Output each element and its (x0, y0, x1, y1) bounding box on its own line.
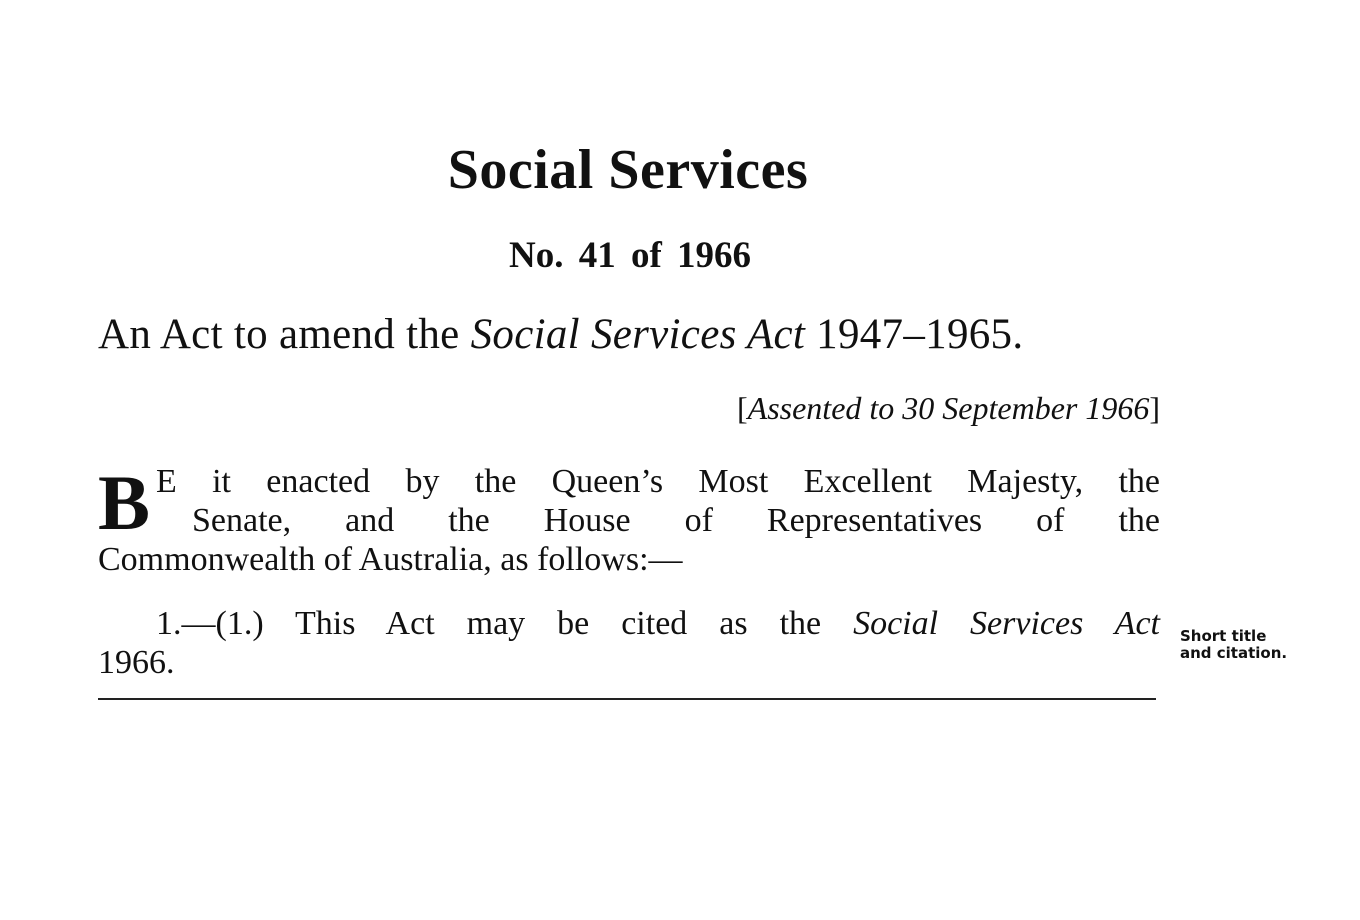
enacting-line-1: E it enacted by the Queen’s Most Excellent Majesty, the (156, 463, 1160, 500)
act-number: No. 41 of 1966 (508, 235, 752, 276)
enacting-line-3: Commonwealth of Australia, as follows:— (98, 541, 683, 578)
assent-date (737, 390, 1160, 427)
long-title (98, 310, 1158, 359)
act-title: Social Services (447, 139, 809, 201)
long-title-prefix: An Act to amend the (98, 311, 471, 358)
assent-close-bracket: ] (1149, 390, 1160, 426)
enacting-line-2: Senate, and the House of Representatives of the (192, 502, 1160, 539)
margin-note-line-1: Short title (1180, 627, 1267, 645)
drop-cap: B (98, 459, 151, 546)
enacting-formula (98, 459, 1160, 579)
margin-note-line-2: and citation. (1180, 644, 1288, 662)
section-1 (98, 604, 1160, 682)
section-1-lead: 1.—(1.) This Act may be cited as the (156, 605, 854, 642)
section-1-line-1 (98, 604, 1160, 643)
long-title-act-name: Social Services Act (470, 311, 806, 358)
horizontal-rule (98, 698, 1156, 700)
assent-open-bracket: [ (736, 390, 748, 426)
assent-text: Assented to 30 September 1966 (747, 390, 1150, 426)
margin-note (1180, 628, 1287, 662)
long-title-suffix: 1947–1965. (805, 311, 1024, 358)
section-1-line-2: 1966. (98, 644, 175, 681)
section-1-act-name: Social Services Act (853, 605, 1160, 642)
